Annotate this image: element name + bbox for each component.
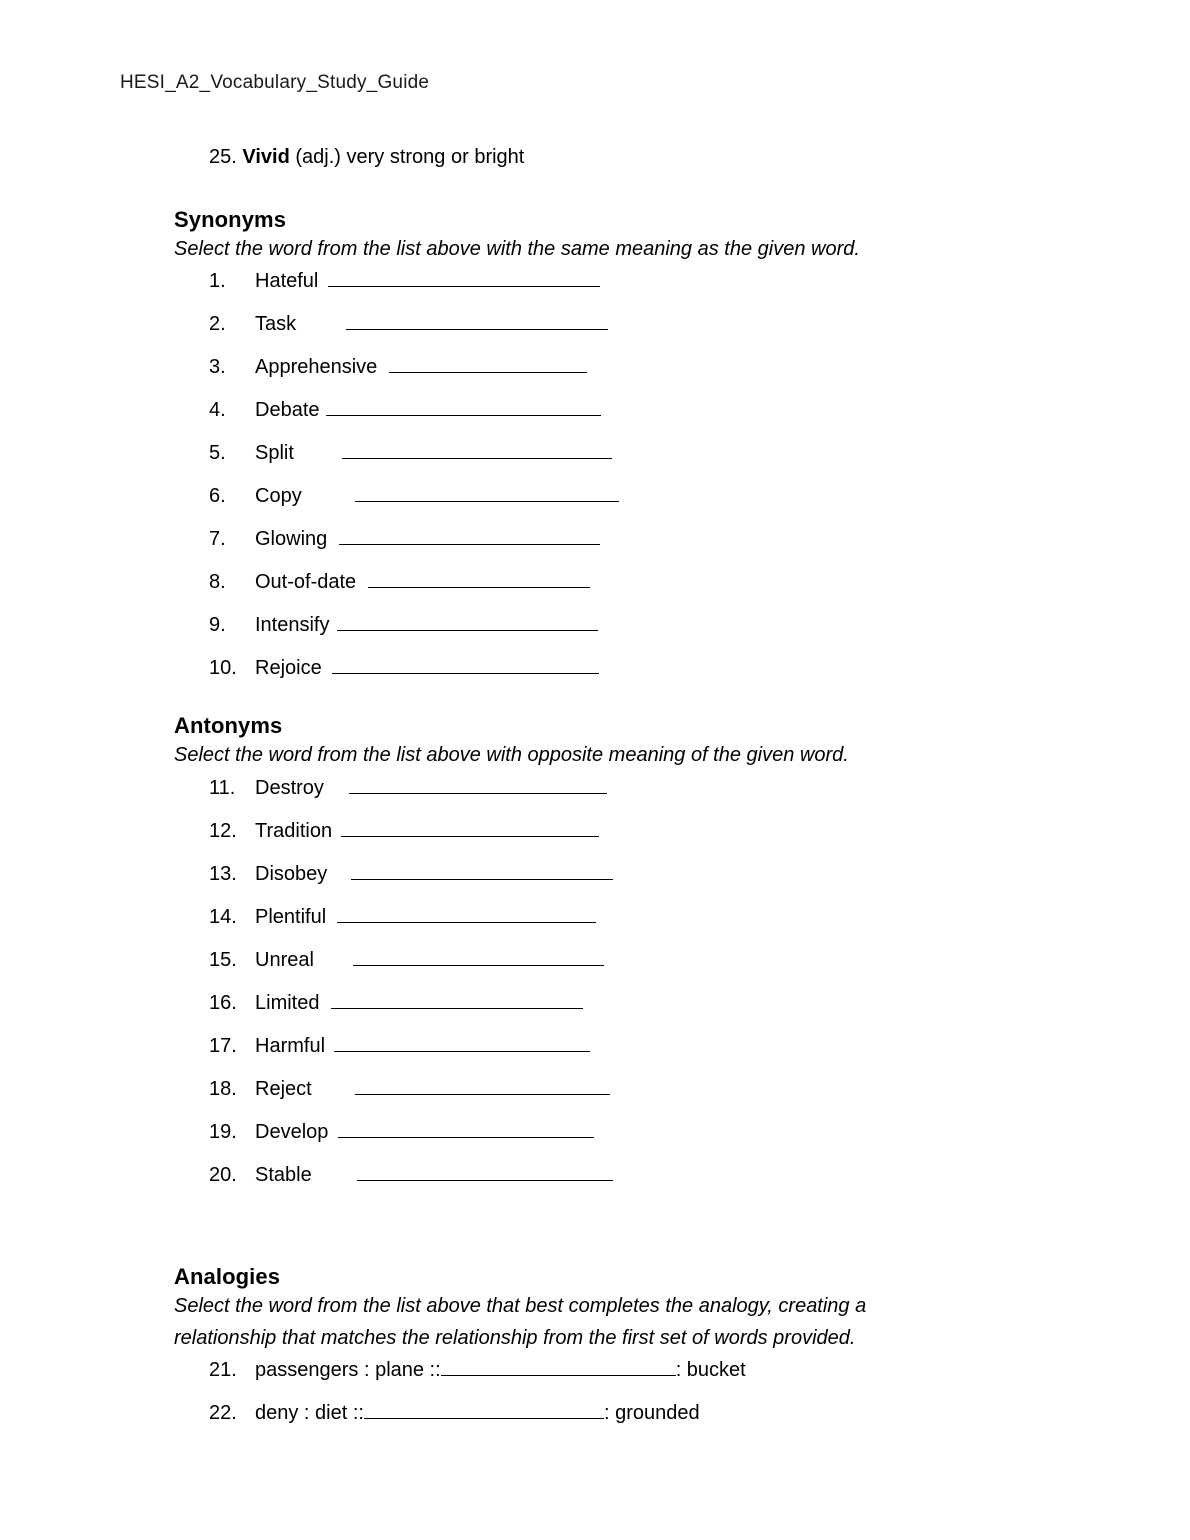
list-item	[174, 611, 1094, 654]
item-word: Reject	[255, 1077, 312, 1100]
item-word: Stable	[255, 1163, 312, 1186]
analogies-question-list	[174, 1357, 1094, 1443]
item-word: Plentiful	[255, 905, 327, 928]
item-word: Out-of-date	[255, 571, 357, 594]
answer-blank[interactable]	[353, 946, 604, 966]
list-item	[174, 654, 1094, 697]
answer-blank[interactable]	[364, 1400, 604, 1419]
item-number: 16.	[209, 991, 237, 1014]
item-number: 2.	[209, 313, 226, 336]
list-item	[174, 817, 1094, 860]
item-word: Copy	[255, 485, 302, 508]
entry-number: 25.	[209, 146, 237, 168]
item-number: 3.	[209, 356, 226, 379]
answer-blank[interactable]	[334, 1032, 590, 1052]
item-word: Disobey	[255, 862, 328, 885]
item-word: Glowing	[255, 528, 328, 551]
answer-blank[interactable]	[389, 353, 587, 373]
list-item	[174, 1400, 1094, 1443]
item-number: 8.	[209, 571, 226, 594]
answer-blank[interactable]	[331, 989, 583, 1009]
item-word: Split	[255, 442, 294, 465]
list-item	[174, 860, 1094, 903]
list-item	[174, 353, 1094, 396]
entry-definition: (adj.) very strong or bright	[295, 146, 525, 168]
section-title-antonyms: Antonyms	[174, 713, 283, 739]
section-title-synonyms: Synonyms	[174, 207, 287, 232]
item-number: 15.	[209, 948, 237, 971]
analogy-prefix: deny : diet ::	[255, 1401, 364, 1424]
item-number: 20.	[209, 1163, 237, 1186]
list-item	[174, 396, 1094, 439]
section-title-analogies: Analogies	[174, 1263, 281, 1289]
antonyms-question-list	[174, 774, 1094, 1204]
list-item	[174, 568, 1094, 611]
instructions-analogies-line1: Select the word from the list above that best completes the analogy, creating a	[174, 1294, 867, 1317]
item-word: Limited	[255, 991, 320, 1014]
document-header: HESI_A2_Vocabulary_Study_Guide	[120, 72, 430, 93]
analogy-suffix: : bucket	[675, 1358, 746, 1381]
list-item	[174, 946, 1094, 989]
answer-blank[interactable]	[357, 1161, 613, 1181]
item-number: 14.	[209, 905, 237, 928]
document-body	[120, 146, 1094, 1443]
answer-blank[interactable]	[368, 568, 590, 588]
analogy-suffix: : grounded	[603, 1401, 700, 1424]
answer-blank[interactable]	[351, 860, 613, 880]
item-number: 1.	[209, 270, 226, 293]
list-item	[174, 482, 1094, 525]
item-word: Tradition	[255, 819, 333, 842]
item-word: Harmful	[255, 1034, 326, 1057]
answer-blank[interactable]	[441, 1357, 676, 1376]
item-number: 5.	[209, 442, 226, 465]
list-item	[174, 267, 1094, 310]
item-word: Debate	[255, 399, 320, 422]
answer-blank[interactable]	[338, 1118, 594, 1138]
item-number: 4.	[209, 399, 226, 422]
list-item	[174, 525, 1094, 568]
item-word: Develop	[255, 1120, 329, 1143]
list-item	[174, 439, 1094, 482]
answer-blank[interactable]	[341, 817, 599, 837]
entry-word: Vivid	[242, 146, 290, 168]
item-number: 6.	[209, 485, 226, 508]
vocabulary-entry-25	[174, 146, 1094, 169]
item-number: 12.	[209, 819, 237, 842]
answer-blank[interactable]	[339, 525, 600, 545]
item-number: 19.	[209, 1120, 237, 1143]
list-item	[174, 903, 1094, 946]
list-item	[174, 774, 1094, 817]
answer-blank[interactable]	[349, 774, 607, 794]
instructions-analogies-line2: relationship that matches the relationship from the first set of words provided.	[174, 1327, 856, 1350]
instructions-synonyms: Select the word from the list above with the same meaning as the given word.	[174, 238, 860, 260]
list-item	[174, 1357, 1094, 1400]
answer-blank[interactable]	[337, 611, 598, 631]
answer-blank[interactable]	[326, 396, 601, 416]
item-word: Task	[255, 313, 297, 336]
item-word: Intensify	[255, 614, 330, 637]
item-word: Destroy	[255, 776, 324, 799]
item-word: Apprehensive	[255, 356, 378, 379]
list-item	[174, 989, 1094, 1032]
item-number: 17.	[209, 1034, 237, 1057]
answer-blank[interactable]	[342, 439, 612, 459]
list-item	[174, 1118, 1094, 1161]
answer-blank[interactable]	[332, 654, 599, 674]
answer-blank[interactable]	[355, 482, 619, 502]
instructions-antonyms: Select the word from the list above with opposite meaning of the given word.	[174, 744, 849, 767]
answer-blank[interactable]	[337, 903, 596, 923]
answer-blank[interactable]	[355, 1075, 610, 1095]
answer-blank[interactable]	[346, 310, 608, 330]
item-number: 18.	[209, 1077, 237, 1100]
list-item	[174, 1075, 1094, 1118]
answer-blank[interactable]	[328, 267, 600, 287]
list-item	[174, 1161, 1094, 1204]
item-word: Hateful	[255, 270, 319, 293]
list-item	[174, 310, 1094, 353]
analogy-prefix: passengers : plane ::	[255, 1358, 441, 1381]
section-spacer	[174, 1204, 1094, 1264]
item-number: 13.	[209, 862, 237, 885]
item-number: 21.	[209, 1358, 237, 1381]
synonyms-question-list	[174, 267, 1094, 697]
item-number: 9.	[209, 614, 226, 637]
item-word: Unreal	[255, 948, 314, 971]
item-number: 10.	[209, 657, 237, 680]
item-number: 11.	[209, 776, 236, 799]
list-item	[174, 1032, 1094, 1075]
item-number: 22.	[209, 1401, 237, 1424]
item-word: Rejoice	[255, 657, 322, 680]
item-number: 7.	[209, 528, 226, 551]
